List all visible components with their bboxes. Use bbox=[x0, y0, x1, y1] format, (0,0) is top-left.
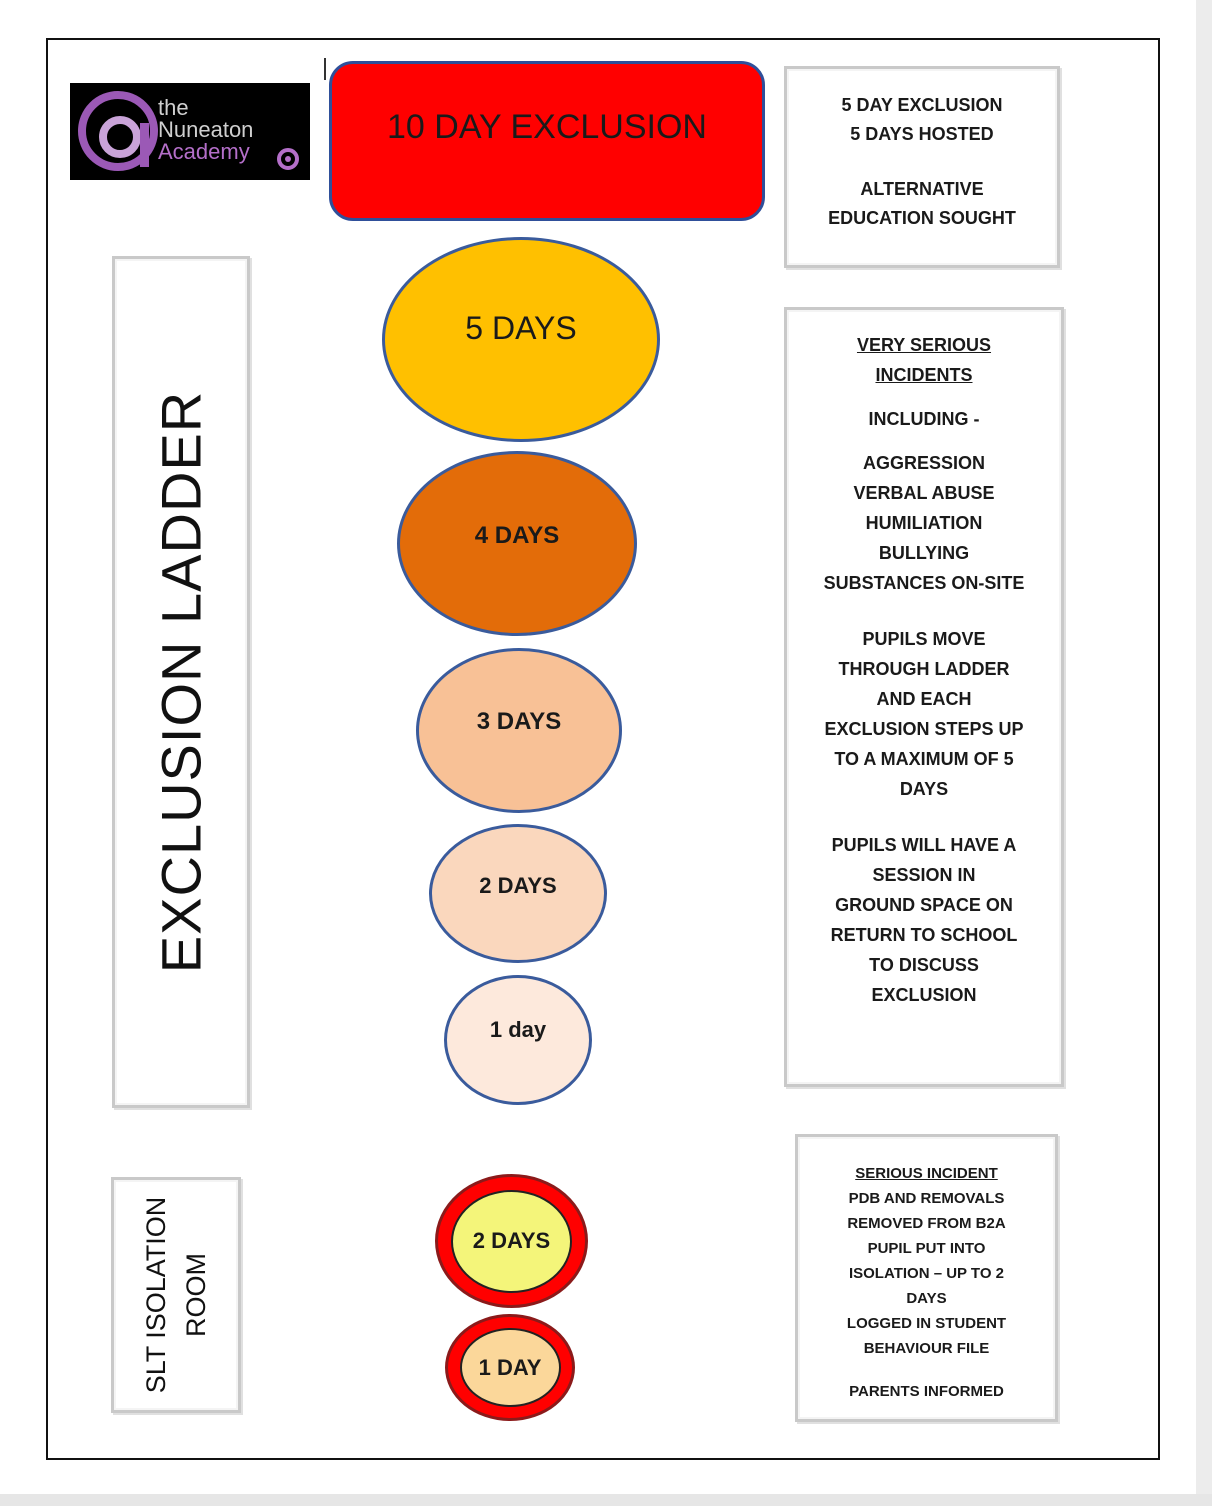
isolation-step-inner bbox=[460, 1328, 561, 1407]
serious-line: DAYS bbox=[906, 1290, 947, 1307]
five-day-exclusion-info-box bbox=[784, 66, 1060, 268]
ladder-step-4-days bbox=[397, 451, 637, 636]
five-day-line-3: ALTERNATIVE bbox=[860, 179, 984, 199]
isolation-step-1-day bbox=[445, 1314, 575, 1421]
isolation-step-label: 1 DAY bbox=[478, 1354, 542, 1380]
incident-item: HUMILIATION bbox=[865, 513, 983, 533]
incident-item: AGGRESSION bbox=[862, 453, 986, 473]
five-day-line-2: 5 DAYS HOSTED bbox=[850, 124, 994, 144]
isolation-title-line-1: SLT ISOLATION bbox=[141, 1196, 171, 1394]
very-serious-incidents-box bbox=[784, 307, 1064, 1087]
page-edge-right bbox=[1196, 0, 1212, 1506]
session-line: GROUND SPACE ON bbox=[835, 895, 1013, 915]
ten-day-exclusion-label: 10 DAY EXCLUSION bbox=[387, 107, 707, 146]
move-line: THROUGH LADDER bbox=[838, 659, 1010, 679]
page-edge-bottom bbox=[0, 1494, 1212, 1506]
serious-line: LOGGED IN STUDENT bbox=[846, 1315, 1007, 1332]
ladder-step-label: 2 DAYS bbox=[479, 872, 557, 898]
ladder-step-2-days bbox=[429, 824, 607, 963]
move-line: DAYS bbox=[899, 779, 949, 799]
serious-line: BEHAVIOUR FILE bbox=[863, 1340, 990, 1357]
slt-isolation-room-title bbox=[136, 1185, 216, 1405]
ladder-step-label: 1 day bbox=[489, 1017, 547, 1042]
five-day-line-4: EDUCATION SOUGHT bbox=[828, 208, 1016, 228]
text-cursor bbox=[324, 58, 326, 80]
exclusion-ladder-title-box bbox=[112, 256, 250, 1108]
serious-line: PUPIL PUT INTO bbox=[867, 1240, 986, 1257]
ten-day-exclusion-box bbox=[329, 61, 765, 221]
logo-line-3: Academy bbox=[158, 139, 250, 164]
ladder-step-label: 4 DAYS bbox=[474, 521, 560, 549]
move-line: TO A MAXIMUM OF 5 bbox=[834, 749, 1014, 769]
isolation-step-inner bbox=[451, 1190, 572, 1293]
incident-item: BULLYING bbox=[878, 543, 970, 563]
serious-line: PDB AND REMOVALS bbox=[848, 1190, 1005, 1207]
isolation-title-line-2: ROOM bbox=[181, 1253, 211, 1337]
serious-line: ISOLATION – UP TO 2 bbox=[848, 1265, 1005, 1282]
five-day-line-1: 5 DAY EXCLUSION bbox=[841, 95, 1003, 115]
serious-line: REMOVED FROM B2A bbox=[847, 1215, 1006, 1232]
incident-item: VERBAL ABUSE bbox=[853, 483, 995, 503]
ladder-step-1-day bbox=[444, 975, 592, 1105]
session-line: SESSION IN bbox=[872, 865, 976, 885]
isolation-step-label: 2 DAYS bbox=[472, 1228, 551, 1253]
session-line: RETURN TO SCHOOL bbox=[830, 925, 1018, 945]
very-serious-heading-1: VERY SERIOUS bbox=[856, 335, 992, 355]
session-line: EXCLUSION bbox=[871, 985, 977, 1005]
serious-incident-heading: SERIOUS INCIDENT bbox=[855, 1165, 998, 1182]
academy-logo bbox=[70, 83, 310, 180]
very-serious-heading-2: INCIDENTS bbox=[875, 365, 973, 385]
isolation-step-2-days bbox=[435, 1174, 588, 1308]
session-line: PUPILS WILL HAVE A bbox=[831, 835, 1017, 855]
move-line: EXCLUSION STEPS UP bbox=[824, 719, 1024, 739]
serious-incident-box bbox=[795, 1134, 1058, 1422]
logo-line-1: the bbox=[158, 95, 189, 120]
move-line: PUPILS MOVE bbox=[862, 629, 986, 649]
ladder-step-label: 5 DAYS bbox=[465, 310, 577, 346]
including-label: INCLUDING - bbox=[868, 409, 980, 429]
incident-item: SUBSTANCES ON-SITE bbox=[823, 573, 1025, 593]
session-line: TO DISCUSS bbox=[869, 955, 979, 975]
ladder-step-3-days bbox=[416, 648, 622, 813]
logo-line-2: Nuneaton bbox=[158, 117, 254, 142]
parents-informed: PARENTS INFORMED bbox=[849, 1383, 1004, 1400]
slt-isolation-room-box bbox=[111, 1177, 241, 1413]
exclusion-ladder-title: EXCLUSION LADDER bbox=[149, 390, 213, 974]
move-line: AND EACH bbox=[876, 689, 972, 709]
ladder-step-5-days bbox=[382, 237, 660, 442]
ladder-step-label: 3 DAYS bbox=[476, 707, 562, 735]
